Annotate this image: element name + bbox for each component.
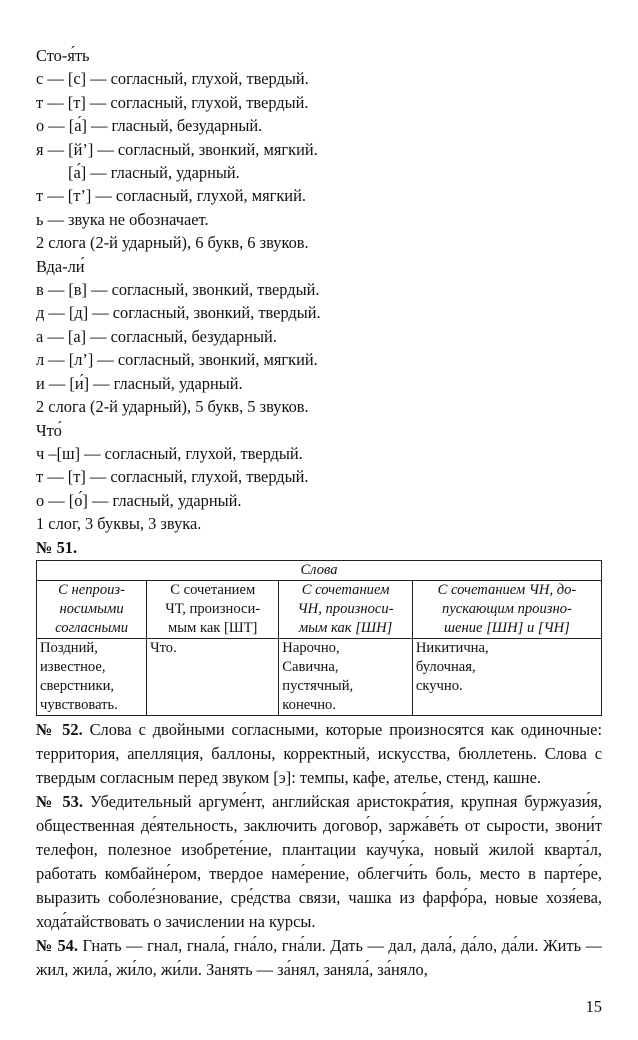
table-cell — [279, 638, 413, 715]
column-header-line: шение [ШН] и [ЧН] — [444, 619, 570, 636]
exercise-53-number: № 53. — [36, 791, 83, 811]
analysis-line: а — [а] — согласный, безударный. — [36, 326, 277, 346]
column-header-line: ЧН, произноси- — [297, 600, 394, 617]
analysis-line: Что́ — [36, 420, 62, 440]
analysis-line: о — [а́] — гласный, безударный. — [36, 116, 263, 136]
word: скучно. — [415, 677, 463, 694]
analysis-line: т — [т’] — согласный, глухой, мягкий. — [36, 186, 306, 206]
analysis-line: с — [с] — согласный, глухой, твердый. — [36, 69, 309, 89]
analysis-line: 2 слога (2-й ударный), 6 букв, 6 звуков. — [36, 233, 309, 253]
exercise-54 — [36, 934, 602, 982]
word: сверстники, — [40, 677, 115, 694]
column-header-line: мым как [ШН] — [298, 619, 393, 636]
column-header-line: С сочетанием ЧН, до- — [437, 581, 577, 598]
column-header-line: ЧТ, произноси- — [165, 600, 261, 617]
table-cell — [37, 638, 147, 715]
column-header — [279, 580, 413, 638]
column-header — [147, 580, 279, 638]
word: чувствовать. — [40, 696, 118, 713]
exercise-54-text: Гнать — гнал, гнала́, гна́ло, гна́ли. Дать — дал, дала́, да́ло, да́ли. Жить — жил, жила́, жи́ло, жи́ли. Занять — за́нял, заняла́, за́няло, — [36, 935, 602, 979]
exercise-53 — [36, 790, 602, 934]
exercise-53-text: Убедительный аргуме́нт, английская аристокра́тия, крупная буржуази́я, общественная де́ятельность, заключить догово́р, заржа́ве́ть от сырости, звони́т телефон, полезное изобрете́ние, плантации каучу́ка, новый жилой кварта́л, работать комбайне́ром, твердое наме́рение, облегчи́ть боль, место в парте́ре, выразить соболе́знование, сре́дства связи, чашка из фарфо́ра, новые хозя́ева, хода́тайствовать о зачислении на курсы. — [36, 791, 602, 931]
analysis-line: 1 слог, 3 буквы, 3 звука. — [36, 514, 202, 534]
analysis-line: я — [й’] — согласный, звонкий, мягкий. — [36, 139, 318, 159]
table-header-row — [37, 580, 602, 638]
exercise-52 — [36, 718, 602, 790]
column-header-line: носимыми — [59, 600, 124, 617]
analysis-line: т — [т] — согласный, глухой, твердый. — [36, 467, 309, 487]
analysis-line: Сто-я́ть — [36, 46, 90, 65]
column-header — [412, 580, 601, 638]
analysis-line: ь — звука не обозначает. — [36, 209, 209, 229]
word: известное, — [40, 658, 106, 675]
word: Савична, — [282, 658, 339, 675]
word: пустячный, — [282, 677, 354, 694]
analysis-line: о — [о́] — гласный, ударный. — [36, 490, 242, 510]
exercise-54-number: № 54. — [36, 935, 78, 955]
word: Поздний, — [40, 639, 98, 656]
column-header — [37, 580, 147, 638]
column-header-line: согласными — [55, 619, 129, 636]
table-row — [37, 638, 602, 715]
analysis-line: в — [в] — согласный, звонкий, твердый. — [36, 280, 320, 300]
exercise-52-number: № 52. — [36, 719, 83, 739]
word: Никитична, — [415, 639, 489, 656]
analysis-line: [а́] — гласный, ударный. — [68, 163, 240, 183]
word: конечно. — [282, 696, 336, 713]
column-header-line: С сочетанием — [170, 581, 256, 598]
column-header-line: С сочетанием — [301, 581, 390, 598]
word: булочная, — [415, 658, 476, 675]
analysis-line: ч –[ш] — согласный, глухой, твердый. — [36, 443, 303, 463]
phonetic-analysis — [36, 44, 602, 536]
analysis-line: и — [и́] — гласный, ударный. — [36, 373, 243, 393]
words-table — [36, 560, 602, 716]
analysis-line: 2 слога (2-й ударный), 5 букв, 5 звуков. — [36, 397, 309, 417]
table-caption: Слова — [37, 560, 602, 580]
page-number: 15 — [585, 997, 602, 1016]
analysis-line: д — [д] — согласный, звонкий, твердый. — [36, 303, 321, 323]
column-header-line: мым как [ШТ] — [168, 619, 258, 636]
column-header-line: пускающим произно- — [442, 600, 572, 617]
exercise-51-number: № 51. — [36, 537, 78, 557]
column-header-line: С непроиз- — [58, 581, 125, 598]
table-cell — [147, 638, 279, 715]
word: Нарочно, — [282, 639, 340, 656]
table-cell — [412, 638, 601, 715]
word: Что. — [150, 639, 177, 656]
analysis-line: л — [л’] — согласный, звонкий, мягкий. — [36, 350, 318, 370]
exercise-52-text: Слова с двойными согласными, которые произносятся как одиночные: территория, апелляция, баллоны, корректный, искусства, бюллетень. Слова с твердым согласным перед звуком [э]: темпы, кафе, ателье, стенд, кашне. — [36, 719, 602, 787]
analysis-line: Вда-ли́ — [36, 256, 85, 276]
analysis-line: т — [т] — согласный, глухой, твердый. — [36, 92, 309, 112]
